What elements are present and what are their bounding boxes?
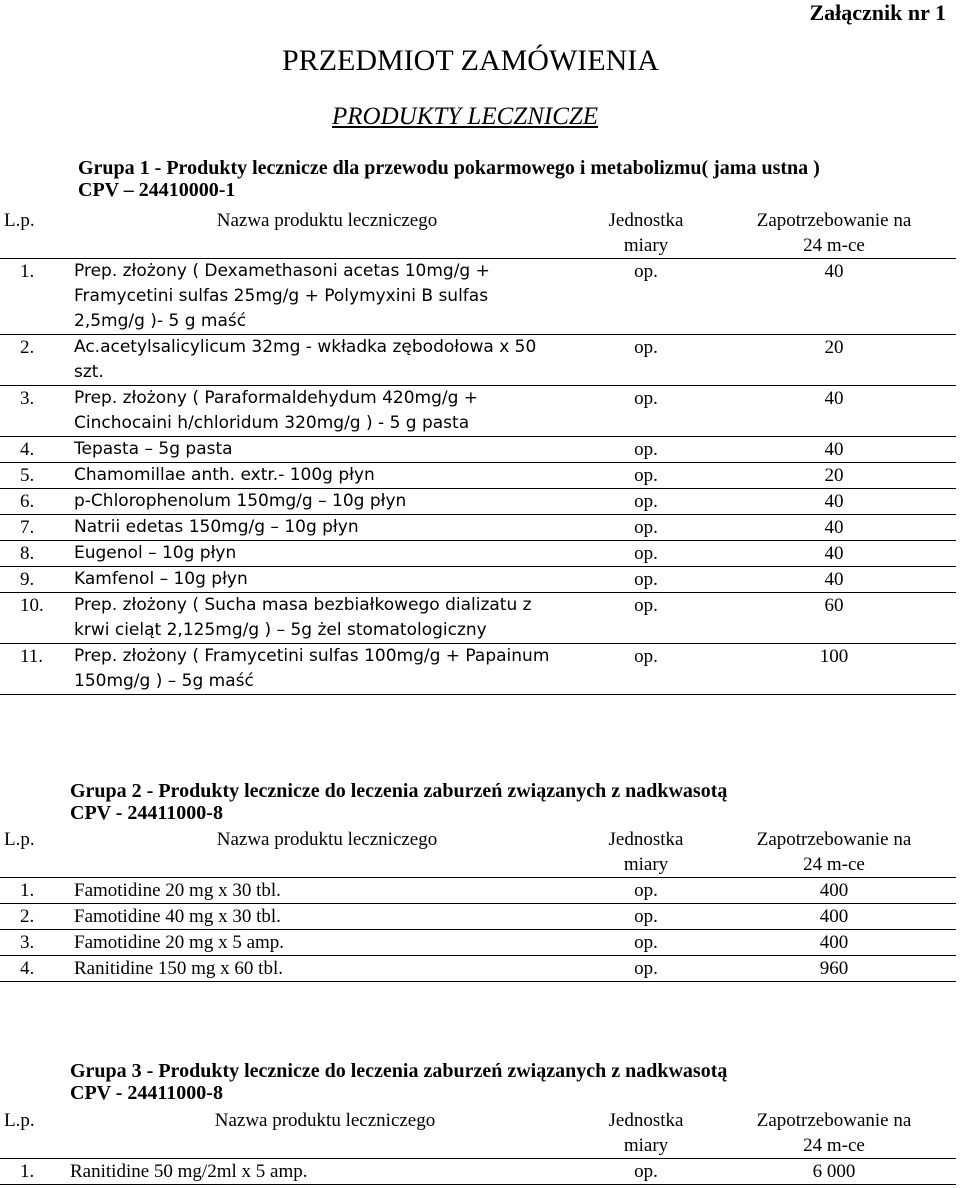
table-row	[0, 1159, 956, 1185]
table-row	[0, 386, 956, 437]
group-1-table	[0, 208, 956, 695]
row-lp: 3.	[0, 386, 70, 437]
table-row	[0, 956, 956, 982]
table-row	[0, 904, 956, 930]
table-row	[0, 593, 956, 644]
row-lp: 1.	[0, 259, 70, 335]
row-unit: op.	[580, 335, 708, 386]
row-qty: 40	[708, 567, 956, 593]
header-name: Nazwa produktu leczniczego	[214, 1110, 436, 1131]
row-lp: 1.	[0, 1159, 66, 1185]
row-unit: op.	[580, 463, 708, 489]
row-lp: 5.	[0, 463, 70, 489]
row-unit: op.	[580, 904, 708, 930]
table-row	[0, 489, 956, 515]
document-subtitle: PRODUKTY LECZNICZE	[332, 103, 599, 130]
row-lp: 8.	[0, 541, 70, 567]
row-lp: 4.	[0, 956, 70, 982]
row-name: Chamomillae anth. extr.- 100g płyn	[70, 463, 580, 489]
row-name: Natrii edetas 150mg/g – 10g płyn	[70, 515, 580, 541]
table-row	[0, 259, 956, 335]
row-lp: 7.	[0, 515, 70, 541]
row-unit: op.	[580, 593, 708, 644]
row-name: Prep. złożony ( Sucha masa bezbiałkowego dializatu z krwi cieląt 2,125mg/g ) – 5g żel stomatologiczny	[70, 593, 580, 644]
row-name: Famotidine 40 mg x 30 tbl.	[70, 904, 580, 930]
row-qty: 100	[708, 644, 956, 695]
row-qty: 400	[708, 930, 956, 956]
group-1-heading	[78, 157, 820, 201]
header-lp: L.p.	[4, 210, 35, 231]
row-qty: 40	[708, 541, 956, 567]
row-qty: 40	[708, 386, 956, 437]
row-unit: op.	[580, 878, 708, 904]
table-row	[0, 567, 956, 593]
document-title: PRZEDMIOT ZAMÓWIENIA	[282, 44, 659, 77]
header-unit: Jednostka miary	[608, 210, 684, 256]
row-name: Ranitidine 50 mg/2ml x 5 amp.	[66, 1159, 580, 1185]
row-qty: 40	[708, 489, 956, 515]
table-row	[0, 463, 956, 489]
row-qty: 400	[708, 878, 956, 904]
row-qty: 40	[708, 259, 956, 335]
row-lp: 2.	[0, 904, 70, 930]
row-lp: 4.	[0, 437, 70, 463]
table-row	[0, 335, 956, 386]
row-name: Prep. złożony ( Paraformaldehydum 420mg/g + Cinchocaini h/chloridum 320mg/g ) - 5 g pasta	[70, 386, 580, 437]
header-unit: Jednostka miary	[608, 829, 684, 875]
table-row	[0, 515, 956, 541]
group-2-heading	[70, 780, 727, 824]
row-lp: 1.	[0, 878, 70, 904]
row-lp: 10.	[0, 593, 70, 644]
row-lp: 9.	[0, 567, 70, 593]
row-name: Famotidine 20 mg x 30 tbl.	[70, 878, 580, 904]
group-3-heading	[70, 1060, 727, 1104]
row-name: Ac.acetylsalicylicum 32mg - wkładka zębodołowa x 50 szt.	[70, 335, 580, 386]
row-qty: 960	[708, 956, 956, 982]
row-unit: op.	[580, 644, 708, 695]
table-row	[0, 878, 956, 904]
row-unit: op.	[580, 489, 708, 515]
group-3-table	[0, 1108, 956, 1185]
group-2-cpv: CPV - 24411000-8	[70, 802, 223, 824]
row-unit: op.	[580, 567, 708, 593]
row-unit: op.	[580, 259, 708, 335]
row-unit: op.	[580, 956, 708, 982]
group-1-cpv: CPV – 24410000-1	[78, 179, 236, 201]
table-row	[0, 437, 956, 463]
table-row	[0, 644, 956, 695]
row-qty: 20	[708, 463, 956, 489]
row-qty: 40	[708, 515, 956, 541]
header-unit: Jednostka miary	[608, 1110, 684, 1156]
group-2-table	[0, 827, 956, 982]
header-demand: Zapotrzebowanie na 24 m-ce	[756, 829, 912, 875]
row-qty: 60	[708, 593, 956, 644]
header-demand: Zapotrzebowanie na 24 m-ce	[756, 1110, 912, 1156]
row-name: Ranitidine 150 mg x 60 tbl.	[70, 956, 580, 982]
header-name: Nazwa produktu leczniczego	[216, 829, 438, 850]
row-unit: op.	[580, 437, 708, 463]
row-lp: 6.	[0, 489, 70, 515]
header-lp: L.p.	[4, 829, 35, 850]
row-name: Eugenol – 10g płyn	[70, 541, 580, 567]
row-name: Prep. złożony ( Framycetini sulfas 100mg/g + Papainum 150mg/g ) – 5g maść	[70, 644, 580, 695]
group-1-title: Grupa 1 - Produkty lecznicze dla przewodu pokarmowego i metabolizmu( jama ustna )	[78, 157, 820, 179]
row-name: Kamfenol – 10g płyn	[70, 567, 580, 593]
header-lp: L.p.	[4, 1110, 35, 1131]
row-qty: 20	[708, 335, 956, 386]
row-unit: op.	[580, 515, 708, 541]
row-qty: 6 000	[708, 1159, 956, 1185]
row-unit: op.	[580, 541, 708, 567]
row-name: Prep. złożony ( Dexamethasoni acetas 10mg/g + Framycetini sulfas 25mg/g + Polymyxini B sulfas 2,5mg/g )- 5 g maść	[70, 259, 580, 335]
row-name: Tepasta – 5g pasta	[70, 437, 580, 463]
row-unit: op.	[580, 1159, 708, 1185]
group-2-title: Grupa 2 - Produkty lecznicze do leczenia zaburzeń związanych z nadkwasotą	[70, 780, 728, 802]
row-lp: 3.	[0, 930, 70, 956]
annex-label: Załącznik nr 1	[809, 0, 946, 25]
table-row	[0, 930, 956, 956]
row-unit: op.	[580, 386, 708, 437]
row-qty: 400	[708, 904, 956, 930]
row-lp: 11.	[0, 644, 70, 695]
row-name: Famotidine 20 mg x 5 amp.	[70, 930, 580, 956]
row-name: p-Chlorophenolum 150mg/g – 10g płyn	[70, 489, 580, 515]
group-3-cpv: CPV - 24411000-8	[70, 1082, 223, 1104]
row-unit: op.	[580, 930, 708, 956]
group-3-title: Grupa 3 - Produkty lecznicze do leczenia zaburzeń związanych z nadkwasotą	[70, 1060, 728, 1082]
table-row	[0, 541, 956, 567]
header-demand: Zapotrzebowanie na 24 m-ce	[756, 210, 912, 256]
header-name: Nazwa produktu leczniczego	[216, 210, 438, 231]
row-lp: 2.	[0, 335, 70, 386]
row-qty: 40	[708, 437, 956, 463]
